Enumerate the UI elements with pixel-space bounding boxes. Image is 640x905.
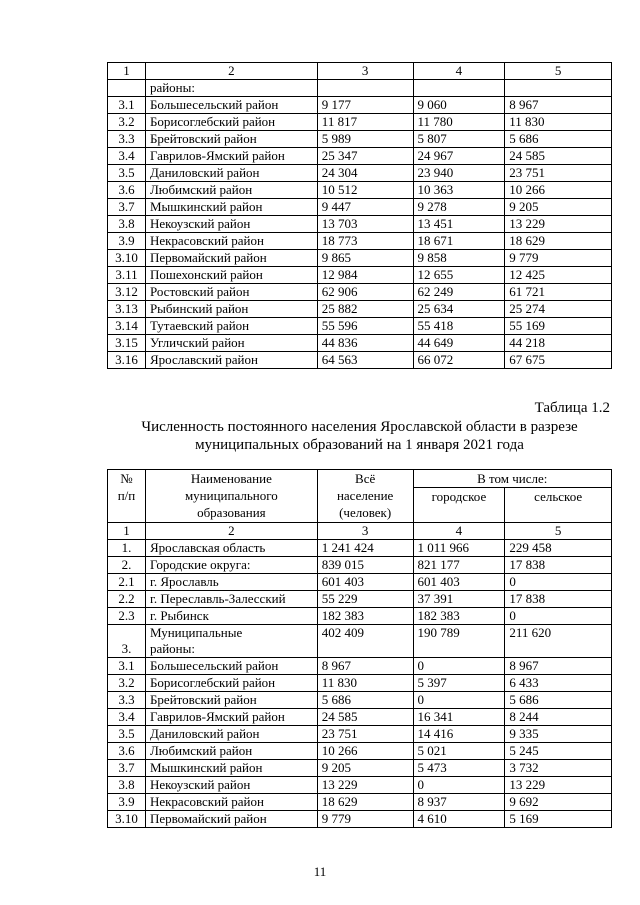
row-number: 3.16	[108, 352, 146, 369]
row-urban: 23 940	[413, 165, 505, 182]
row-number: 2.	[108, 557, 146, 574]
table-cell	[413, 80, 505, 97]
table-row	[108, 692, 612, 709]
row-total: 62 906	[317, 284, 413, 301]
header-text: муниципального	[184, 488, 278, 503]
table-label: Таблица 1.2	[534, 400, 610, 416]
row-total: 25 882	[317, 301, 413, 318]
row-rural: 6 433	[505, 675, 612, 692]
row-name: Борисоглебский район	[145, 675, 317, 692]
row-name: Любимский район	[145, 743, 317, 760]
row-urban: 0	[413, 658, 505, 675]
table-row	[108, 182, 612, 199]
column-number-4: 4	[413, 63, 505, 80]
row-urban: 9 858	[413, 250, 505, 267]
row-urban: 5 021	[413, 743, 505, 760]
row-total: 25 347	[317, 148, 413, 165]
table-row	[108, 233, 612, 250]
table-row	[108, 591, 612, 608]
population-table-body	[108, 470, 612, 828]
row-urban: 9 060	[413, 97, 505, 114]
row-urban: 16 341	[413, 709, 505, 726]
table-row	[108, 625, 612, 658]
row-name: Большесельский район	[145, 658, 317, 675]
table-row	[108, 574, 612, 591]
table-cell	[317, 80, 413, 97]
row-number: 3.7	[108, 760, 146, 777]
row-total: 23 751	[317, 726, 413, 743]
continuation-row	[108, 80, 612, 97]
row-rural: 229 458	[505, 540, 612, 557]
row-total: 9 177	[317, 97, 413, 114]
row-rural: 11 830	[505, 114, 612, 131]
row-number: 2.2	[108, 591, 146, 608]
row-urban: 5 807	[413, 131, 505, 148]
table-row	[108, 335, 612, 352]
row-number: 3.5	[108, 726, 146, 743]
row-number: 3.2	[108, 114, 146, 131]
column-number-2: 2	[145, 63, 317, 80]
row-urban: 5 397	[413, 675, 505, 692]
row-urban: 55 418	[413, 318, 505, 335]
table-row	[108, 811, 612, 828]
header-text: население	[336, 488, 394, 503]
row-name-line: Муниципальные	[149, 625, 243, 640]
table-cell	[505, 80, 612, 97]
row-number: 2.3	[108, 608, 146, 625]
header-total	[317, 470, 413, 523]
row-name: Некрасовский район	[145, 794, 317, 811]
row-rural: 0	[505, 608, 612, 625]
row-name: Первомайский район	[145, 250, 317, 267]
row-rural: 17 838	[505, 591, 612, 608]
row-total: 10 266	[317, 743, 413, 760]
row-rural: 13 229	[505, 216, 612, 233]
row-name: г. Переславль-Залесский	[145, 591, 317, 608]
row-number: 3.1	[108, 97, 146, 114]
row-rural: 10 266	[505, 182, 612, 199]
header-urban: городское	[413, 488, 505, 523]
table-title-line: Численность постоянного населения Ярославской области в разрезе	[141, 419, 578, 435]
row-name: Брейтовский район	[145, 692, 317, 709]
row-name: Брейтовский район	[145, 131, 317, 148]
table-row	[108, 557, 612, 574]
population-table-continued	[107, 62, 612, 369]
table-row	[108, 97, 612, 114]
row-number: 2.1	[108, 574, 146, 591]
row-urban: 9 278	[413, 199, 505, 216]
row-total: 18 773	[317, 233, 413, 250]
table-row	[108, 760, 612, 777]
row-total: 55 596	[317, 318, 413, 335]
row-number: 3.3	[108, 692, 146, 709]
row-rural: 17 838	[505, 557, 612, 574]
table-row	[108, 267, 612, 284]
row-name: Некрасовский район	[145, 233, 317, 250]
header-rural: сельское	[505, 488, 612, 523]
row-number: 3.12	[108, 284, 146, 301]
row-total: 18 629	[317, 794, 413, 811]
table-header-row	[108, 470, 612, 488]
row-number: 3.9	[108, 233, 146, 250]
row-name: Мышкинский район	[145, 760, 317, 777]
row-rural: 9 205	[505, 199, 612, 216]
table-row	[108, 114, 612, 131]
row-urban: 10 363	[413, 182, 505, 199]
population-table	[107, 469, 612, 828]
row-rural: 9 692	[505, 794, 612, 811]
row-rural: 25 274	[505, 301, 612, 318]
table-row	[108, 250, 612, 267]
table-row	[108, 318, 612, 335]
row-number: 3.4	[108, 709, 146, 726]
row-number: 3.4	[108, 148, 146, 165]
row-rural: 211 620	[505, 625, 612, 658]
row-name: Гаврилов-Ямский район	[145, 148, 317, 165]
row-rural: 61 721	[505, 284, 612, 301]
row-urban: 18 671	[413, 233, 505, 250]
row-total: 9 205	[317, 760, 413, 777]
header-text: №	[120, 471, 133, 486]
table-row	[108, 148, 612, 165]
row-name: Ярославский район	[145, 352, 317, 369]
row-urban: 1 011 966	[413, 540, 505, 557]
row-urban: 11 780	[413, 114, 505, 131]
row-total: 11 830	[317, 675, 413, 692]
row-urban: 12 655	[413, 267, 505, 284]
row-name: Даниловский район	[145, 726, 317, 743]
row-name: г. Рыбинск	[145, 608, 317, 625]
row-rural: 18 629	[505, 233, 612, 250]
row-name-line: районы:	[149, 641, 195, 656]
row-urban: 25 634	[413, 301, 505, 318]
table-row	[108, 284, 612, 301]
row-urban: 4 610	[413, 811, 505, 828]
population-table-continued-body	[108, 63, 612, 369]
row-rural: 24 585	[505, 148, 612, 165]
row-rural: 55 169	[505, 318, 612, 335]
header-text: Всё	[355, 471, 376, 486]
continuation-label: районы:	[145, 80, 317, 97]
table-row	[108, 675, 612, 692]
row-number: 3.6	[108, 743, 146, 760]
row-urban: 821 177	[413, 557, 505, 574]
header-number	[108, 470, 146, 523]
row-number: 3.1	[108, 658, 146, 675]
row-number: 3.9	[108, 794, 146, 811]
header-including: В том числе:	[413, 470, 611, 488]
row-number: 3.10	[108, 250, 146, 267]
row-urban: 66 072	[413, 352, 505, 369]
row-rural: 67 675	[505, 352, 612, 369]
row-number: 3.15	[108, 335, 146, 352]
row-total: 9 447	[317, 199, 413, 216]
row-number: 3.8	[108, 216, 146, 233]
row-urban: 0	[413, 777, 505, 794]
row-total: 5 686	[317, 692, 413, 709]
table-row	[108, 199, 612, 216]
row-total: 839 015	[317, 557, 413, 574]
row-name: Любимский район	[145, 182, 317, 199]
table-row	[108, 794, 612, 811]
row-urban: 0	[413, 692, 505, 709]
row-name: Мышкинский район	[145, 199, 317, 216]
row-urban: 24 967	[413, 148, 505, 165]
row-urban: 13 451	[413, 216, 505, 233]
row-rural: 5 686	[505, 692, 612, 709]
table-row	[108, 216, 612, 233]
row-rural: 0	[505, 574, 612, 591]
row-total: 5 989	[317, 131, 413, 148]
row-number: 3.10	[108, 811, 146, 828]
row-name: г. Ярославль	[145, 574, 317, 591]
row-urban: 601 403	[413, 574, 505, 591]
column-number-3: 3	[317, 63, 413, 80]
header-text: образования	[197, 505, 266, 520]
row-total: 9 865	[317, 250, 413, 267]
row-name: Ярославская область	[145, 540, 317, 557]
row-urban: 8 937	[413, 794, 505, 811]
row-rural: 8 244	[505, 709, 612, 726]
row-name: Большесельский район	[145, 97, 317, 114]
row-name: Городские округа:	[145, 557, 317, 574]
table-header-row	[108, 63, 612, 80]
column-number-4: 4	[413, 523, 505, 540]
row-rural: 9 335	[505, 726, 612, 743]
row-rural: 8 967	[505, 97, 612, 114]
row-urban: 5 473	[413, 760, 505, 777]
row-urban: 37 391	[413, 591, 505, 608]
row-name: Пошехонский район	[145, 267, 317, 284]
column-number-5: 5	[505, 523, 612, 540]
row-rural: 23 751	[505, 165, 612, 182]
row-name: Некоузский район	[145, 777, 317, 794]
table-row	[108, 608, 612, 625]
row-urban: 14 416	[413, 726, 505, 743]
row-rural: 12 425	[505, 267, 612, 284]
column-number-2: 2	[145, 523, 317, 540]
row-name: Угличский район	[145, 335, 317, 352]
row-total: 12 984	[317, 267, 413, 284]
row-number: 1.	[108, 540, 146, 557]
row-total: 13 229	[317, 777, 413, 794]
column-number-row	[108, 523, 612, 540]
table-cell	[108, 80, 146, 97]
row-urban: 44 649	[413, 335, 505, 352]
table-row	[108, 726, 612, 743]
row-total: 182 383	[317, 608, 413, 625]
table-row	[108, 743, 612, 760]
table-row	[108, 777, 612, 794]
row-rural: 13 229	[505, 777, 612, 794]
header-text: (человек)	[339, 505, 392, 520]
row-number: 3.14	[108, 318, 146, 335]
table-row	[108, 540, 612, 557]
row-rural: 9 779	[505, 250, 612, 267]
row-total: 44 836	[317, 335, 413, 352]
row-number: 3.6	[108, 182, 146, 199]
table-row	[108, 352, 612, 369]
row-total: 8 967	[317, 658, 413, 675]
column-number-3: 3	[317, 523, 413, 540]
row-number: 3.8	[108, 777, 146, 794]
row-rural: 44 218	[505, 335, 612, 352]
table-row	[108, 131, 612, 148]
row-total: 402 409	[317, 625, 413, 658]
row-name: Ростовский район	[145, 284, 317, 301]
row-rural: 5 169	[505, 811, 612, 828]
header-name	[145, 470, 317, 523]
row-name	[145, 625, 317, 658]
row-name: Рыбинский район	[145, 301, 317, 318]
row-total: 55 229	[317, 591, 413, 608]
row-total: 11 817	[317, 114, 413, 131]
row-total: 9 779	[317, 811, 413, 828]
row-name: Борисоглебский район	[145, 114, 317, 131]
row-name: Тутаевский район	[145, 318, 317, 335]
column-number-1: 1	[108, 63, 146, 80]
row-number: 3.3	[108, 131, 146, 148]
row-urban: 182 383	[413, 608, 505, 625]
row-total: 24 585	[317, 709, 413, 726]
row-urban: 190 789	[413, 625, 505, 658]
row-number: 3.2	[108, 675, 146, 692]
row-rural: 8 967	[505, 658, 612, 675]
row-total: 10 512	[317, 182, 413, 199]
table-row	[108, 165, 612, 182]
row-rural: 3 732	[505, 760, 612, 777]
row-total: 1 241 424	[317, 540, 413, 557]
row-urban: 62 249	[413, 284, 505, 301]
row-number: 3.13	[108, 301, 146, 318]
row-number: 3.7	[108, 199, 146, 216]
page-number: 11	[313, 864, 327, 879]
row-total: 64 563	[317, 352, 413, 369]
row-total: 24 304	[317, 165, 413, 182]
row-number: 3.5	[108, 165, 146, 182]
table-row	[108, 658, 612, 675]
row-total: 601 403	[317, 574, 413, 591]
row-number: 3.	[108, 625, 146, 658]
table-row	[108, 301, 612, 318]
header-text: п/п	[117, 488, 136, 503]
row-total: 13 703	[317, 216, 413, 233]
column-number-1: 1	[108, 523, 146, 540]
header-text: Наименование	[190, 471, 272, 486]
table-row	[108, 709, 612, 726]
row-name: Первомайский район	[145, 811, 317, 828]
row-name: Гаврилов-Ямский район	[145, 709, 317, 726]
table-title	[107, 418, 612, 454]
row-rural: 5 245	[505, 743, 612, 760]
row-name: Некоузский район	[145, 216, 317, 233]
table-title-line: муниципальных образований на 1 января 2021 года	[195, 437, 524, 453]
column-number-5: 5	[505, 63, 612, 80]
row-rural: 5 686	[505, 131, 612, 148]
row-name: Даниловский район	[145, 165, 317, 182]
row-number: 3.11	[108, 267, 146, 284]
